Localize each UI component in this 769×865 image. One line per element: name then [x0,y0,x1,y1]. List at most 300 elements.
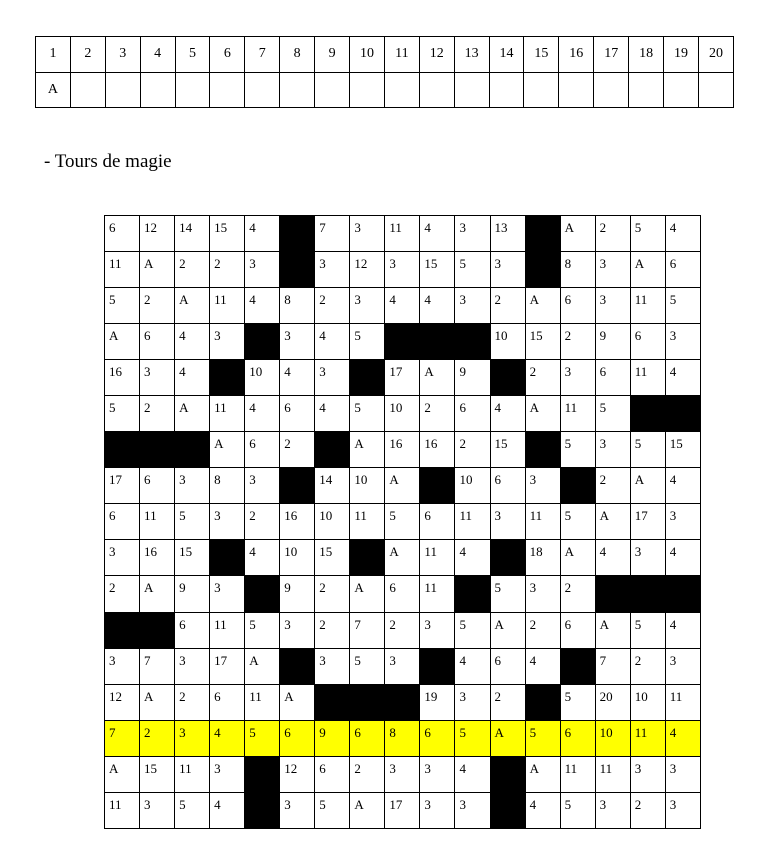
grid-cell[interactable] [210,216,245,252]
grid-cell[interactable] [595,432,630,468]
grid-cell[interactable] [105,396,140,432]
grid-cell[interactable] [665,648,700,684]
grid-cell[interactable] [350,576,385,612]
key-letter-cell[interactable] [384,72,419,108]
grid-cell[interactable] [665,612,700,648]
grid-cell[interactable] [315,252,350,288]
key-letter-cell[interactable] [210,72,245,108]
grid-cell[interactable] [630,792,665,828]
grid-cell[interactable] [105,756,140,792]
grid-cell[interactable] [385,612,420,648]
grid-cell[interactable] [525,720,560,756]
grid-cell[interactable] [280,360,315,396]
grid-cell[interactable] [385,504,420,540]
grid-cell[interactable] [665,792,700,828]
grid-cell[interactable] [630,216,665,252]
key-letter-cell[interactable] [629,72,664,108]
grid-cell[interactable] [280,684,315,720]
grid-cell[interactable] [665,288,700,324]
grid-cell[interactable] [315,576,350,612]
cell-code: 6 [284,724,291,740]
grid-cell[interactable] [595,468,630,504]
grid-cell[interactable] [210,432,245,468]
grid-cell[interactable] [665,252,700,288]
grid-cell[interactable] [595,324,630,360]
grid-cell[interactable] [560,216,595,252]
grid-cell[interactable] [315,360,350,396]
grid-cell[interactable] [490,648,525,684]
grid-cell[interactable] [630,288,665,324]
grid-cell[interactable] [595,288,630,324]
key-letter-cell[interactable] [105,72,140,108]
grid-cell[interactable] [210,396,245,432]
grid-cell[interactable] [105,288,140,324]
grid-cell[interactable] [490,612,525,648]
grid-cell[interactable] [560,540,595,576]
grid-cell[interactable] [245,216,280,252]
grid-cell[interactable] [175,504,210,540]
grid-cell[interactable] [455,540,490,576]
grid-cell[interactable] [420,360,455,396]
key-letter-cell[interactable] [70,72,105,108]
grid-cell[interactable] [455,612,490,648]
grid-cell[interactable] [315,324,350,360]
grid-cell[interactable] [245,288,280,324]
grid-cell[interactable] [630,756,665,792]
cell-code: 3 [494,256,502,272]
grid-cell[interactable] [140,216,175,252]
grid-cell[interactable] [280,540,315,576]
grid-cell[interactable] [140,576,175,612]
grid-cell[interactable] [630,684,665,720]
grid-cell[interactable] [280,720,315,756]
grid-cell[interactable] [140,252,175,288]
grid-cell[interactable] [490,432,525,468]
grid-cell[interactable] [490,720,525,756]
grid-cell[interactable] [420,756,455,792]
grid-cell[interactable] [350,288,385,324]
grid-cell[interactable] [175,612,210,648]
grid-cell[interactable] [560,432,595,468]
grid-cell[interactable] [525,468,560,504]
grid-cell[interactable] [210,756,245,792]
grid-cell[interactable] [630,720,665,756]
grid-cell[interactable] [175,756,210,792]
black-cell [245,756,280,792]
grid-cell[interactable] [175,720,210,756]
grid-cell[interactable] [455,396,490,432]
grid-cell[interactable] [560,396,595,432]
grid-cell[interactable] [525,360,560,396]
grid-cell[interactable] [280,432,315,468]
grid-cell[interactable] [595,756,630,792]
grid-cell[interactable] [560,504,595,540]
grid-cell[interactable] [490,324,525,360]
grid-cell[interactable] [210,612,245,648]
grid-cell[interactable] [630,468,665,504]
grid-cell[interactable] [455,504,490,540]
grid-cell[interactable] [140,792,175,828]
key-letter-cell[interactable] [175,72,210,108]
cell-code: 4 [319,328,326,344]
grid-cell[interactable] [665,324,700,360]
grid-row [105,612,701,648]
grid-cell[interactable] [455,756,490,792]
cell-code: 3 [564,364,572,380]
cell-code: 2 [529,616,537,632]
key-letter-cell[interactable] [524,72,559,108]
grid-cell[interactable] [105,576,140,612]
grid-cell[interactable] [350,792,385,828]
grid-cell[interactable] [280,396,315,432]
grid-cell[interactable] [665,360,700,396]
grid-cell[interactable] [140,360,175,396]
letter-key-table [35,36,734,108]
grid-cell[interactable] [560,360,595,396]
grid-cell[interactable] [245,720,280,756]
grid-cell[interactable] [560,576,595,612]
grid-cell[interactable] [490,504,525,540]
grid-cell[interactable] [665,432,700,468]
grid-cell[interactable] [315,396,350,432]
grid-cell[interactable] [245,612,280,648]
grid-cell[interactable] [455,216,490,252]
grid-cell[interactable] [350,612,385,648]
cell-code: 6 [319,760,326,776]
grid-cell[interactable] [350,216,385,252]
grid-cell[interactable] [350,468,385,504]
grid-cell[interactable] [140,324,175,360]
grid-cell[interactable] [105,216,140,252]
grid-cell[interactable] [280,576,315,612]
grid-cell[interactable] [525,324,560,360]
grid-cell[interactable] [245,468,280,504]
grid-cell[interactable] [175,324,210,360]
cell-code: 9 [284,580,291,596]
grid-cell[interactable] [455,720,490,756]
grid-cell[interactable] [350,324,385,360]
grid-cell[interactable] [490,684,525,720]
grid-cell[interactable] [525,612,560,648]
grid-row [105,684,701,720]
cell-code: 4 [599,544,607,560]
grid-cell[interactable] [140,468,175,504]
grid-cell[interactable] [140,504,175,540]
grid-cell[interactable] [420,684,455,720]
grid-cell[interactable] [560,756,595,792]
grid-cell[interactable] [385,396,420,432]
cell-code: 5 [459,616,466,632]
cell-code: 10 [599,724,613,740]
grid-cell[interactable] [490,468,525,504]
grid-cell[interactable] [595,360,630,396]
cell-code: 8 [214,472,221,488]
grid-cell[interactable] [665,216,700,252]
grid-cell[interactable] [140,396,175,432]
grid-cell[interactable] [315,504,350,540]
grid-cell[interactable] [385,540,420,576]
grid-cell[interactable] [210,648,245,684]
cell-code: 2 [144,400,151,416]
grid-cell[interactable] [420,396,455,432]
cell-code: A [249,652,259,668]
grid-cell[interactable] [245,504,280,540]
grid-cell[interactable] [105,792,140,828]
grid-cell[interactable] [175,396,210,432]
key-letter-cell[interactable] [419,72,454,108]
grid-cell[interactable] [595,540,630,576]
grid-cell[interactable] [105,252,140,288]
grid-cell[interactable] [560,252,595,288]
key-letter-cell[interactable] [698,72,733,108]
grid-cell[interactable] [560,684,595,720]
grid-cell[interactable] [175,468,210,504]
key-letter-cell[interactable] [454,72,489,108]
grid-cell[interactable] [455,360,490,396]
grid-cell[interactable] [315,720,350,756]
grid-cell[interactable] [490,396,525,432]
grid-cell[interactable] [315,288,350,324]
grid-cell[interactable] [210,324,245,360]
grid-cell[interactable] [630,252,665,288]
cell-code: 6 [284,400,291,416]
grid-cell[interactable] [420,792,455,828]
cell-code: 4 [669,220,677,235]
grid-cell[interactable] [665,720,700,756]
grid-cell[interactable] [455,252,490,288]
grid-cell[interactable] [385,576,420,612]
grid-cell[interactable] [630,612,665,648]
grid-cell[interactable] [210,792,245,828]
grid-cell[interactable] [665,540,700,576]
grid-cell[interactable] [595,792,630,828]
grid-cell[interactable] [630,324,665,360]
grid-cell[interactable] [630,432,665,468]
grid-cell[interactable] [280,324,315,360]
grid-cell[interactable] [350,396,385,432]
grid-cell[interactable] [665,684,700,720]
grid-cell[interactable] [280,288,315,324]
grid-cell[interactable] [350,252,385,288]
grid-cell[interactable] [210,468,245,504]
grid-cell[interactable] [420,252,455,288]
grid-cell[interactable] [455,792,490,828]
grid-cell[interactable] [175,576,210,612]
grid-cell[interactable] [105,720,140,756]
grid-cell[interactable] [210,288,245,324]
grid-cell[interactable] [385,360,420,396]
grid-cell[interactable] [385,252,420,288]
key-letter-cell[interactable] [559,72,594,108]
grid-cell[interactable] [420,612,455,648]
grid-cell[interactable] [630,360,665,396]
grid-cell[interactable] [455,684,490,720]
grid-cell[interactable] [595,720,630,756]
grid-cell[interactable] [385,720,420,756]
grid-cell[interactable] [490,252,525,288]
grid-cell[interactable] [350,648,385,684]
grid-cell[interactable] [490,576,525,612]
grid-cell[interactable] [105,468,140,504]
grid-cell[interactable] [455,468,490,504]
grid-cell[interactable] [630,504,665,540]
cell-code: 4 [494,400,502,416]
grid-cell[interactable] [105,324,140,360]
grid-cell[interactable] [525,540,560,576]
grid-cell[interactable] [595,684,630,720]
grid-cell[interactable] [560,324,595,360]
grid-cell[interactable] [210,684,245,720]
key-letter-cell[interactable] [280,72,315,108]
grid-cell[interactable] [210,720,245,756]
grid-cell[interactable] [420,540,455,576]
grid-cell[interactable] [560,792,595,828]
grid-cell[interactable] [560,720,595,756]
key-letter-cell[interactable] [140,72,175,108]
key-letter-cell[interactable]: A [36,72,71,108]
grid-cell[interactable] [560,612,595,648]
grid-row [105,252,701,288]
grid-cell[interactable] [420,720,455,756]
key-number-cell: 18 [629,37,664,73]
black-cell [350,684,385,720]
cell-code: 11 [634,364,648,380]
grid-cell[interactable] [210,576,245,612]
grid-cell[interactable] [595,252,630,288]
grid-cell[interactable] [595,504,630,540]
grid-cell[interactable] [420,288,455,324]
grid-cell[interactable] [420,504,455,540]
cell-code: A [389,472,399,488]
key-letter-cell[interactable] [594,72,629,108]
grid-cell[interactable] [525,576,560,612]
grid-cell[interactable] [385,432,420,468]
grid-cell[interactable] [245,396,280,432]
grid-cell[interactable] [525,756,560,792]
cell-code: 5 [249,616,256,632]
grid-cell[interactable] [315,792,350,828]
grid-cell[interactable] [490,288,525,324]
grid-cell[interactable] [315,648,350,684]
grid-cell[interactable] [105,540,140,576]
grid-cell[interactable] [245,648,280,684]
cell-code: A [179,292,189,308]
grid-cell[interactable] [140,540,175,576]
grid-cell[interactable] [385,216,420,252]
grid-cell[interactable] [175,360,210,396]
grid-cell[interactable] [525,504,560,540]
grid-cell[interactable] [385,648,420,684]
grid-cell[interactable] [455,648,490,684]
grid-cell[interactable] [525,792,560,828]
grid-cell[interactable] [490,216,525,252]
grid-cell[interactable] [210,252,245,288]
grid-cell[interactable] [280,504,315,540]
grid-cell[interactable] [315,612,350,648]
grid-cell[interactable] [175,288,210,324]
grid-cell[interactable] [280,792,315,828]
grid-cell[interactable] [455,288,490,324]
grid-cell[interactable] [210,504,245,540]
grid-cell[interactable] [175,792,210,828]
key-letter-cell[interactable] [315,72,350,108]
grid-cell[interactable] [245,684,280,720]
grid-cell[interactable] [140,720,175,756]
grid-cell[interactable] [350,504,385,540]
cell-code: 7 [599,652,607,668]
grid-cell[interactable] [140,288,175,324]
grid-cell[interactable] [315,468,350,504]
grid-cell[interactable] [420,432,455,468]
grid-cell[interactable] [245,432,280,468]
cell-code: 16 [284,508,298,524]
grid-cell[interactable] [595,612,630,648]
grid-cell[interactable] [140,756,175,792]
grid-row [105,576,701,612]
grid-cell[interactable] [665,468,700,504]
grid-cell[interactable] [140,648,175,684]
grid-cell[interactable] [140,684,175,720]
grid-cell[interactable] [175,540,210,576]
grid-cell[interactable] [420,576,455,612]
grid-cell[interactable] [665,756,700,792]
grid-cell[interactable] [315,756,350,792]
grid-cell[interactable] [525,288,560,324]
grid-cell[interactable] [385,468,420,504]
key-letter-cell[interactable] [245,72,280,108]
grid-cell[interactable] [245,360,280,396]
grid-cell[interactable] [595,216,630,252]
grid-cell[interactable] [315,540,350,576]
crossword-grid [104,215,701,829]
grid-cell[interactable] [175,648,210,684]
grid-cell[interactable] [350,432,385,468]
grid-cell[interactable] [175,684,210,720]
grid-cell[interactable] [560,288,595,324]
grid-cell[interactable] [385,756,420,792]
grid-cell[interactable] [385,288,420,324]
grid-cell[interactable] [105,684,140,720]
grid-cell[interactable] [595,396,630,432]
grid-cell[interactable] [665,504,700,540]
key-letter-cell[interactable] [489,72,524,108]
grid-cell[interactable] [175,252,210,288]
grid-cell[interactable] [350,720,385,756]
grid-cell[interactable] [385,792,420,828]
grid-cell[interactable] [595,648,630,684]
grid-cell[interactable] [630,648,665,684]
key-letter-cell[interactable] [350,72,385,108]
grid-cell[interactable] [525,648,560,684]
cell-code: 5 [319,796,326,812]
key-letter-cell[interactable] [664,72,699,108]
grid-cell[interactable] [525,396,560,432]
grid-cell[interactable] [105,360,140,396]
grid-cell[interactable] [245,252,280,288]
cell-code: A [634,256,645,272]
grid-cell[interactable] [420,216,455,252]
grid-cell[interactable] [245,540,280,576]
grid-cell[interactable] [280,756,315,792]
grid-cell[interactable] [105,504,140,540]
grid-cell[interactable] [350,756,385,792]
grid-cell[interactable] [315,216,350,252]
grid-cell[interactable] [630,540,665,576]
grid-cell[interactable] [280,612,315,648]
grid-cell[interactable] [175,216,210,252]
grid-cell[interactable] [105,648,140,684]
grid-cell[interactable] [455,432,490,468]
